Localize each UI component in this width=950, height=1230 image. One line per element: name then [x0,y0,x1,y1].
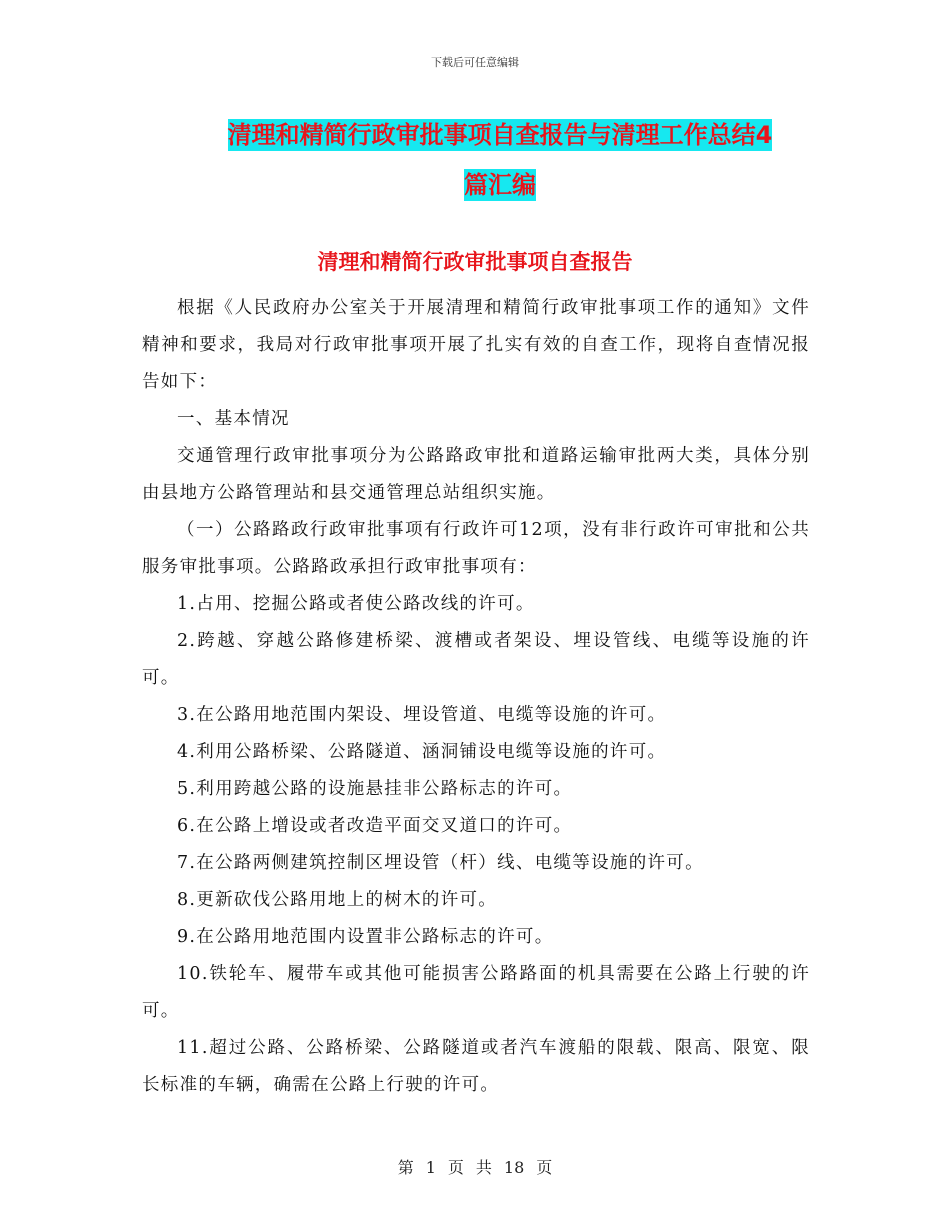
section-title: 清理和精简行政审批事项自查报告 [317,250,633,274]
list-item: 4.利用公路桥梁、公路隧道、涵洞铺设电缆等设施的许可。 [177,742,667,762]
document-title-line-2: 篇汇编 [464,171,536,199]
list-item: 7.在公路两侧建筑控制区埋设管（杆）线、电缆等设施的许可。 [177,853,704,873]
list-item: 8.更新砍伐公路用地上的树木的许可。 [177,890,498,910]
footer-prefix: 第 [397,1158,414,1177]
document-title [140,110,860,210]
list-item: 9.在公路用地范围内设置非公路标志的许可。 [177,927,554,947]
page-total: 18 [503,1158,525,1177]
list-item: 2.跨越、穿越公路修建桥梁、渡槽或者架设、埋设管线、电缆等设施的许可。 [142,631,810,688]
list-item: 10.铁轮车、履带车或其他可能损害公路路面的机具需要在公路上行驶的许可。 [142,964,810,1021]
footer-total-prefix: 共 [475,1158,492,1177]
list-item: 6.在公路上增设或者改造平面交叉道口的许可。 [177,816,573,836]
paragraph: 交通管理行政审批事项分为公路路政审批和道路运输审批两大类，具体分别由县地方公路管理站和县交通管理总站组织实施。 [142,446,810,503]
footer-total-unit: 页 [536,1158,553,1177]
list-item: 1.占用、挖掘公路或者使公路改线的许可。 [177,594,535,614]
document-title-line-1: 清理和精简行政审批事项自查报告与清理工作总结4 [227,121,773,149]
document-body [142,290,810,1104]
page-number: 1 [425,1158,436,1177]
list-item: 5.利用跨越公路的设施悬挂非公路标志的许可。 [177,779,573,799]
page-footer [0,1155,950,1178]
paragraph: 一、基本情况 [177,409,290,429]
paragraph: （一）公路路政行政审批事项有行政许可12项，没有非行政许可审批和公共服务审批事项。公路路政承担行政审批事项有： [142,520,810,577]
header-note: 下载后可任意编辑 [431,56,519,69]
list-item: 11.超过公路、公路桥梁、公路隧道或者汽车渡船的限载、限高、限宽、限长标准的车辆，确需在公路上行驶的许可。 [142,1038,810,1095]
paragraph: 根据《人民政府办公室关于开展清理和精简行政审批事项工作的通知》文件精神和要求，我局对行政审批事项开展了扎实有效的自查工作，现将自查情况报告如下： [142,298,810,392]
footer-page-unit: 页 [447,1158,464,1177]
list-item: 3.在公路用地范围内架设、埋设管道、电缆等设施的许可。 [177,705,667,725]
